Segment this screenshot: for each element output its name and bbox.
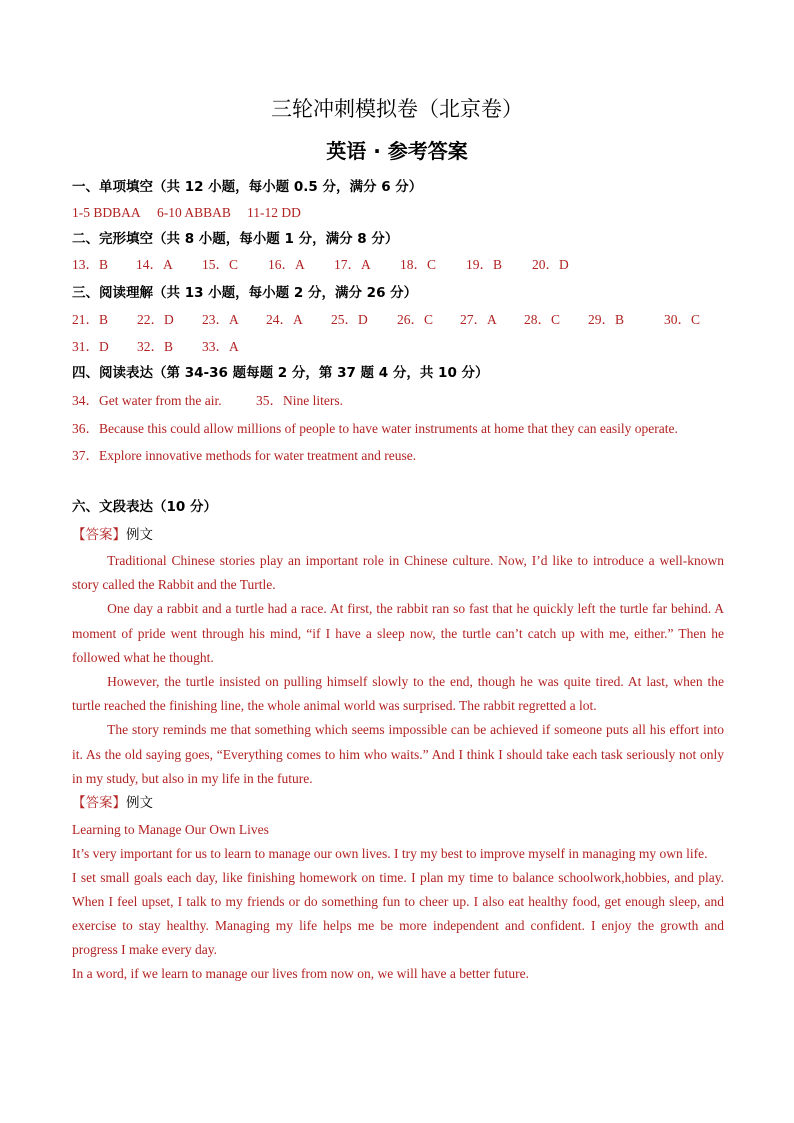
section-1-heading: 一、单项填空（共 12 小题，每小题 0.5 分，满分 6 分） — [72, 179, 423, 195]
answer-label: 答案 — [85, 795, 113, 811]
s2-answer: 19．B — [466, 257, 503, 272]
s2-answer: 14．A — [136, 257, 173, 272]
s3-answer: 29．B — [588, 312, 625, 327]
s3-answer: 32．B — [137, 339, 174, 354]
s2-answer: 16．A — [268, 257, 305, 272]
s3-answer: 23．A — [202, 312, 239, 327]
essay-paragraph: In a word, if we learn to manage our lives from now on, we will have a better future. — [72, 966, 529, 981]
s3-answer: 31．D — [72, 339, 109, 354]
section-3-heading: 三、阅读理解（共 13 小题，每小题 2 分，满分 26 分） — [72, 285, 418, 301]
s3-answer: 21．B — [72, 312, 109, 327]
answer-36: 36．Because this could allow millions of people to have water instruments at home that they can easily operate. — [72, 421, 678, 436]
essay-manage-lives — [72, 818, 724, 986]
essay-paragraph: I set small goals each day, like finishing homework on time. I plan my time to balance schoolwork,hobbies, and play. When I feel upset, I talk to my friends or do something fun to cheer up. I also eat healthy food, get enough sleep, and exercise to stay healthy. Managing my life helps me be more independent and confident. I enjoy the growth and progress I make every day. — [72, 870, 724, 957]
answer-tag — [72, 525, 153, 545]
s3-answer: 24．A — [266, 312, 303, 327]
s3-answer: 26．C — [397, 312, 434, 327]
s3-answer: 27．A — [460, 312, 497, 327]
bracket-open: 【 — [72, 795, 86, 811]
essay-paragraph: However, the turtle insisted on pulling himself slowly to the end, though he was quite tired. At last, when the turtle reached the finishing line, the whole animal world was surprised. The rabbit regretted a lot. — [72, 674, 724, 714]
s2-answer: 13．B — [72, 257, 109, 272]
section-6-heading: 六、文段表达（10 分） — [72, 499, 217, 515]
s1-answer-group: 11-12 DD — [247, 205, 301, 220]
s3-answer: 22．D — [137, 312, 174, 327]
answer-35: 35．Nine liters. — [256, 393, 343, 408]
section-4-heading: 四、阅读表达（第 34-36 题每题 2 分，第 37 题 4 分，共 10 分） — [72, 365, 489, 381]
s1-answer-group: 6-10 ABBAB — [157, 205, 231, 220]
page-subtitle: 英语 · 参考答案 — [326, 139, 468, 163]
page-title: 三轮冲刺模拟卷（北京卷） — [271, 97, 523, 121]
example-label: 例文 — [126, 527, 153, 543]
answer-tag — [72, 793, 153, 813]
bracket-open: 【 — [72, 527, 86, 543]
answer-34: 34．Get water from the air. — [72, 393, 222, 408]
essay-paragraph: It’s very important for us to learn to manage our own lives. I try my best to improve myself in managing my own life. — [72, 846, 708, 861]
s2-answer: 17．A — [334, 257, 371, 272]
essay-title: Learning to Manage Our Own Lives — [72, 822, 269, 837]
essay-rabbit-turtle — [72, 549, 724, 791]
s2-answer: 18．C — [400, 257, 437, 272]
bracket-close: 】 — [112, 795, 126, 811]
answer-label: 答案 — [85, 527, 113, 543]
section-2-heading: 二、完形填空（共 8 小题，每小题 1 分，满分 8 分） — [72, 231, 399, 247]
essay-paragraph: One day a rabbit and a turtle had a race. At first, the rabbit ran so fast that he quickly left the turtle far behind. A moment of pride went through his mind, “if I have a sleep now, the turtle can’t catch up with me, either.” Then he followed what he thought. — [72, 601, 724, 665]
s1-answer-group: 1-5 BDBAA — [72, 205, 141, 220]
s3-answer: 25．D — [331, 312, 368, 327]
bracket-close: 】 — [112, 527, 126, 543]
s3-answer: 30．C — [664, 312, 701, 327]
s2-answer: 15．C — [202, 257, 239, 272]
s2-answer: 20．D — [532, 257, 569, 272]
s3-answer: 33．A — [202, 339, 239, 354]
answer-37: 37．Explore innovative methods for water treatment and reuse. — [72, 448, 417, 463]
essay-paragraph: Traditional Chinese stories play an important role in Chinese culture. Now, I’d like to introduce a well-known story called the Rabbit and the Turtle. — [72, 553, 724, 593]
example-label: 例文 — [126, 795, 153, 811]
s3-answer: 28．C — [524, 312, 561, 327]
essay-paragraph: The story reminds me that something which seems impossible can be achieved if someone puts all his effort into it. As the old saying goes, “Everything comes to him who waits.” And I think I should take each task seriously not only in my study, but also in my life in the future. — [72, 722, 724, 786]
